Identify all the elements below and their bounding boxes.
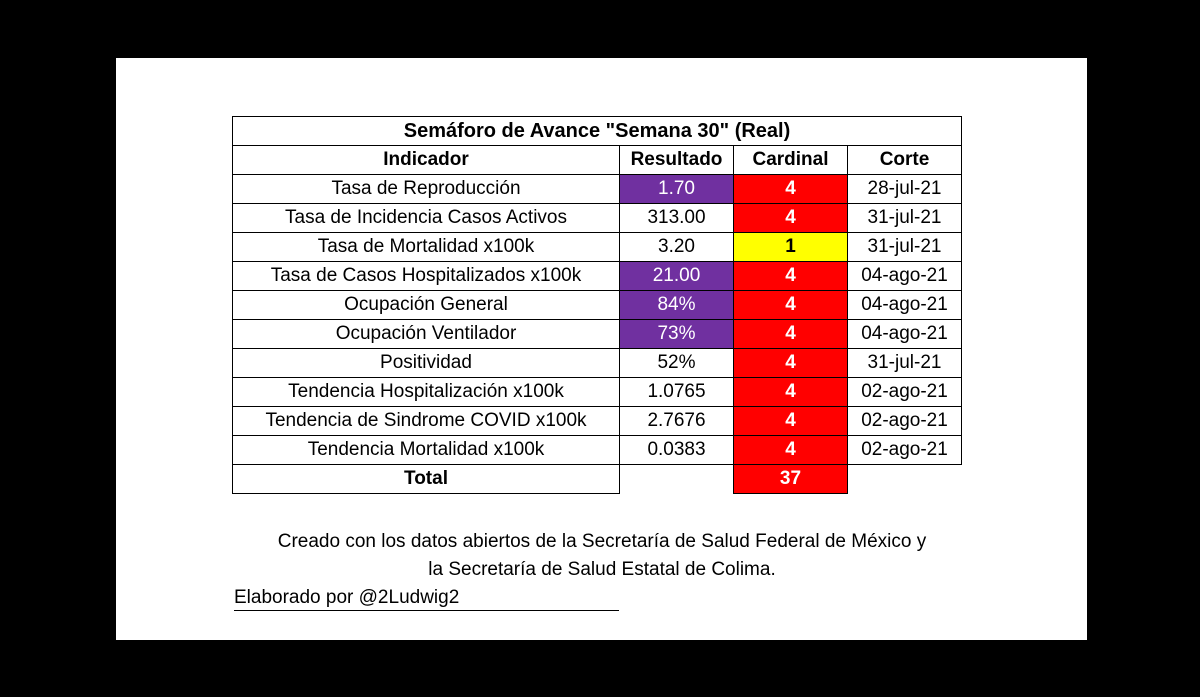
header-corte: Corte <box>848 146 962 175</box>
corte-cell: 31-jul-21 <box>848 349 962 378</box>
table-row <box>233 204 962 233</box>
cardinal-cell: 1 <box>734 233 848 262</box>
resultado-cell: 1.70 <box>620 175 734 204</box>
indicador-cell: Ocupación Ventilador <box>233 320 620 349</box>
table-title: Semáforo de Avance "Semana 30" (Real) <box>233 117 962 146</box>
header-cardinal: Cardinal <box>734 146 848 175</box>
indicador-cell: Tendencia de Sindrome COVID x100k <box>233 407 620 436</box>
indicador-cell: Tasa de Casos Hospitalizados x100k <box>233 262 620 291</box>
corte-cell: 28-jul-21 <box>848 175 962 204</box>
resultado-cell: 21.00 <box>620 262 734 291</box>
resultado-cell: 1.0765 <box>620 378 734 407</box>
resultado-cell: 73% <box>620 320 734 349</box>
indicador-cell: Tendencia Hospitalización x100k <box>233 378 620 407</box>
sheet <box>116 58 1087 640</box>
indicador-cell: Tasa de Incidencia Casos Activos <box>233 204 620 233</box>
header-indicador: Indicador <box>233 146 620 175</box>
table-row <box>233 175 962 204</box>
empty-cell <box>620 465 734 494</box>
cardinal-cell: 4 <box>734 175 848 204</box>
corte-cell: 04-ago-21 <box>848 262 962 291</box>
cardinal-cell: 4 <box>734 320 848 349</box>
table-row <box>233 291 962 320</box>
cardinal-cell: 4 <box>734 378 848 407</box>
cardinal-cell: 4 <box>734 349 848 378</box>
indicador-cell: Ocupación General <box>233 291 620 320</box>
cardinal-cell: 4 <box>734 407 848 436</box>
total-label: Total <box>233 465 620 494</box>
table-row <box>233 262 962 291</box>
total-value: 37 <box>734 465 848 494</box>
credit-text: Elaborado por @2Ludwig2 <box>234 586 619 611</box>
table-row <box>233 349 962 378</box>
header-row <box>233 146 962 175</box>
corte-cell: 02-ago-21 <box>848 436 962 465</box>
source-note <box>232 528 972 584</box>
indicador-cell: Tasa de Reproducción <box>233 175 620 204</box>
table-row <box>233 378 962 407</box>
total-row <box>233 465 962 494</box>
empty-cell <box>848 465 962 494</box>
resultado-cell: 84% <box>620 291 734 320</box>
indicador-cell: Positividad <box>233 349 620 378</box>
source-note-line1: Creado con los datos abiertos de la Secretaría de Salud Federal de México y <box>277 531 927 552</box>
cardinal-cell: 4 <box>734 204 848 233</box>
resultado-cell: 2.7676 <box>620 407 734 436</box>
source-note-line2: la Secretaría de Salud Estatal de Colima. <box>428 559 776 580</box>
corte-cell: 02-ago-21 <box>848 378 962 407</box>
corte-cell: 04-ago-21 <box>848 320 962 349</box>
table-row <box>233 436 962 465</box>
title-row <box>233 117 962 146</box>
resultado-cell: 3.20 <box>620 233 734 262</box>
cardinal-cell: 4 <box>734 262 848 291</box>
corte-cell: 04-ago-21 <box>848 291 962 320</box>
table-row <box>233 233 962 262</box>
table-row <box>233 320 962 349</box>
indicador-cell: Tendencia Mortalidad x100k <box>233 436 620 465</box>
corte-cell: 31-jul-21 <box>848 233 962 262</box>
corte-cell: 02-ago-21 <box>848 407 962 436</box>
corte-cell: 31-jul-21 <box>848 204 962 233</box>
resultado-cell: 52% <box>620 349 734 378</box>
cardinal-cell: 4 <box>734 436 848 465</box>
table-row <box>233 407 962 436</box>
indicador-cell: Tasa de Mortalidad x100k <box>233 233 620 262</box>
resultado-cell: 0.0383 <box>620 436 734 465</box>
semaforo-table <box>232 116 962 494</box>
resultado-cell: 313.00 <box>620 204 734 233</box>
header-resultado: Resultado <box>620 146 734 175</box>
cardinal-cell: 4 <box>734 291 848 320</box>
